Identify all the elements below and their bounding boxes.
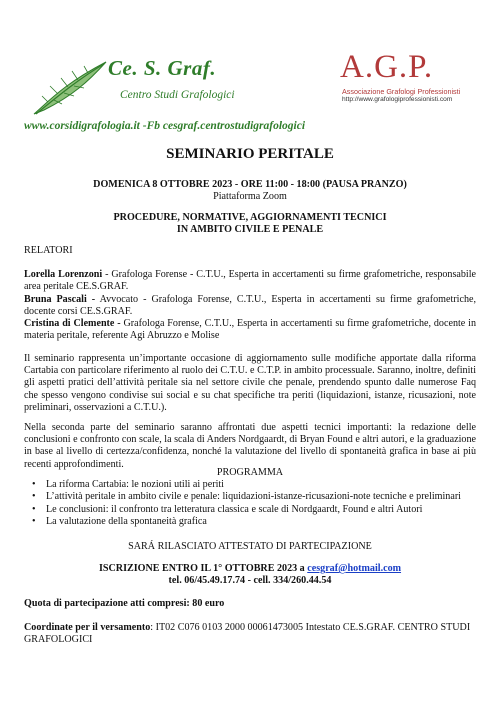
- speaker-desc: - Grafologa Forense - C.T.U., Esperta in accertamenti su firme grafometriche, responsabile area peritale CE.S.GRAF.: [24, 269, 476, 293]
- logo-subtitle: Centro Studi Grafologici: [120, 89, 235, 101]
- speakers-heading: RELATORI: [24, 245, 73, 256]
- quota-line: Quota di partecipazione atti compresi: 80 euro: [24, 598, 225, 609]
- speaker-entry: [24, 294, 476, 318]
- list-item: • La riforma Cartabia: le nozioni utili ai periti: [24, 479, 484, 491]
- bank-details: [24, 622, 476, 646]
- bank-label: Coordinate per il versamento: [24, 622, 151, 633]
- speaker-entry: [24, 318, 476, 342]
- agp-url: http://www.grafologiprofessionisti.com: [342, 96, 453, 103]
- platform-line: Piattaforma Zoom: [213, 191, 287, 202]
- speaker-desc: Grafologa Forense, C.T.U., Esperta in accertamenti su firme grafometriche, docente in materia peritale, referente Agi Abruzzo e Molise: [24, 318, 476, 342]
- email-link[interactable]: cesgraf@hotmail.com: [307, 563, 402, 574]
- speaker-name: Bruna Pascali -: [24, 294, 96, 305]
- speaker-name: Cristina di Clemente -: [24, 318, 121, 329]
- subtitle-line-2: IN AMBITO CIVILE E PENALE: [176, 224, 324, 235]
- intro-paragraph: Il seminario rappresenta un’importante occasione di aggiornamento sulle modifiche apportate dalla riforma Cartabia con particolare riferimento al ruolo dei C.T.U. e C.T.P. in ambito processuale. Saranno, inoltre, definiti gli aspetti pratici dell’attività peritale sia nel settore civile che penale, prendendo spunto dalle numerose Faq che spesso vengono condivise sui social e su chat specifiche tra periti (liquidazioni, istanze, ricusazioni, note preliminari, osservazioni a C.T.U.).: [24, 353, 476, 413]
- speaker-name: Lorella Lorenzoni: [24, 269, 103, 280]
- speaker-entry: [24, 269, 476, 293]
- cesgraf-logo: [28, 56, 248, 118]
- date-line: DOMENICA 8 OTTOBRE 2023 - ORE 11:00 - 18:00 (PAUSA PRANZO): [93, 179, 407, 190]
- logo-title: Ce. S. Graf.: [108, 56, 217, 80]
- subtitle-line-1: PROCEDURE, NORMATIVE, AGGIORNAMENTI TECNICI: [113, 212, 387, 223]
- list-item: • Le conclusioni: il confronto tra letteratura classica e scale di Nordgaardt, Found e altri Autori: [24, 504, 484, 516]
- program-list: [24, 479, 484, 529]
- speaker-desc: Avvocato - Grafologa Forense, C.T.U., Esperta in accertamenti su firme grafometriche, docente corsi CE.S.GRAF.: [24, 294, 477, 318]
- list-item: • La valutazione della spontaneità grafica: [24, 516, 484, 528]
- phone-line: tel. 06/45.49.17.74 - cell. 334/260.44.54: [168, 575, 332, 586]
- program-heading: PROGRAMMA: [216, 467, 284, 478]
- agp-logo: [334, 49, 474, 109]
- attestato-line: SARÁ RILASCIATO ATTESTATO DI PARTECIPAZIONE: [128, 541, 372, 552]
- iscrizione-text: ISCRIZIONE ENTRO IL 1° OTTOBRE 2023 a: [98, 563, 308, 574]
- second-paragraph: Nella seconda parte del seminario saranno affrontati due aspetti tecnici importanti: la redazione delle conclusioni e confronto con scale, la scala di Anders Nordgaardt, di Bryan Found e altri autori, e la graduazione in base al livello di certezza/confidenza, nonché la valutazione del livello di spontaneità grafica in base ai più recenti approfondimenti.: [24, 422, 476, 470]
- feather-quill-icon: [28, 56, 110, 118]
- page-title: SEMINARIO PERITALE: [166, 146, 334, 162]
- iscrizione-line: [0, 563, 500, 574]
- list-item: • L’attività peritale in ambito civile e penale: liquidazioni-istanze-ricusazioni-note tecniche e preliminari: [24, 491, 484, 503]
- bank-text: : IT02 C076 0103 2000 00061473005 Intestato CE.S.GRAF. CENTRO STUDI GRAFOLOGICI: [24, 622, 471, 646]
- agp-mark: A.G.P.: [340, 49, 434, 85]
- website-line: www.corsidigrafologia.it -Fb cesgraf.centrostudigrafologici: [24, 120, 306, 132]
- agp-name: Associazione Grafologi Professionisti: [342, 87, 461, 96]
- page-title-wrap: [0, 146, 500, 163]
